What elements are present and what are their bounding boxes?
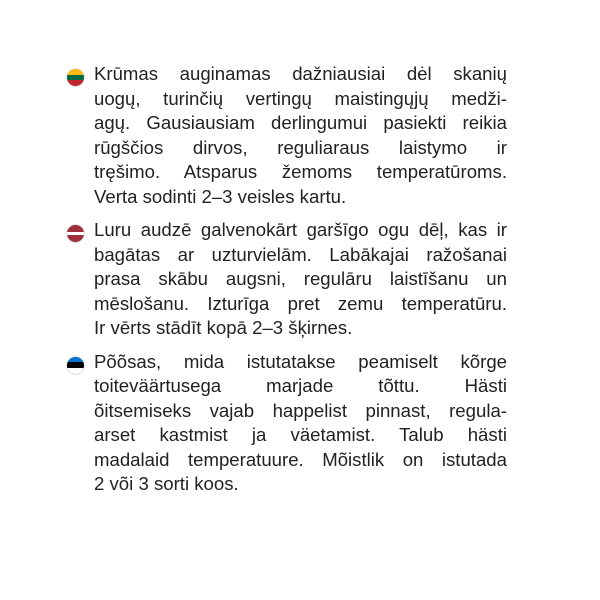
text-line: uogų, turinčių vertingų maistingųjų medži- <box>94 87 507 109</box>
text-line: prasa skābu augsni, regulāru laistīšanu un <box>94 268 507 289</box>
latvia-flag-icon <box>67 225 84 242</box>
lithuania-flag-icon <box>67 69 84 86</box>
text-line: tręšimo. Atsparus žemoms temperatūroms. <box>94 161 507 182</box>
section-lithuanian <box>67 62 507 209</box>
paragraph-lithuanian <box>94 62 507 209</box>
text-line: Põõsas, mida istutatakse peamiselt kõrge <box>94 350 507 372</box>
text-line: rūgščios dirvos, reguliaraus laistymo ir <box>94 136 507 158</box>
text-line: arset kastmist ja väetamist. Talub hästi <box>94 424 507 445</box>
text-line: Luru audzē galvenokārt garšīgo ogu dēļ, kas ir <box>94 219 507 240</box>
text-line: toiteväärtusega marjade tõttu. Hästi <box>94 375 507 396</box>
paragraph-estonian <box>94 350 507 497</box>
text-line: 2 või 3 sorti koos. <box>94 473 239 494</box>
text-line: õitsemiseks vajab happelist pinnast, regula- <box>94 399 507 421</box>
text-line: Verta sodinti 2–3 veisles kartu. <box>94 185 347 207</box>
text-line: bagātas ar uzturvielām. Labākajai ražošanai <box>94 243 507 265</box>
text-line: mēslošanu. Izturīga pret zemu temperatūru. <box>94 292 507 314</box>
text-line: Krūmas auginamas dažniausiai dėl skanių <box>94 63 507 84</box>
text-line: agų. Gausiausiam derlingumui pasiekti reikia <box>94 112 507 133</box>
section-latvian <box>67 218 507 341</box>
estonia-flag-icon <box>67 357 84 374</box>
paragraph-latvian <box>94 218 507 341</box>
text-line: madalaid temperatuure. Mõistlik on istutada <box>94 448 507 470</box>
section-estonian <box>67 350 507 497</box>
multilingual-description <box>67 62 507 506</box>
text-line: Ir vērts stādīt kopā 2–3 šķirnes. <box>94 317 353 338</box>
